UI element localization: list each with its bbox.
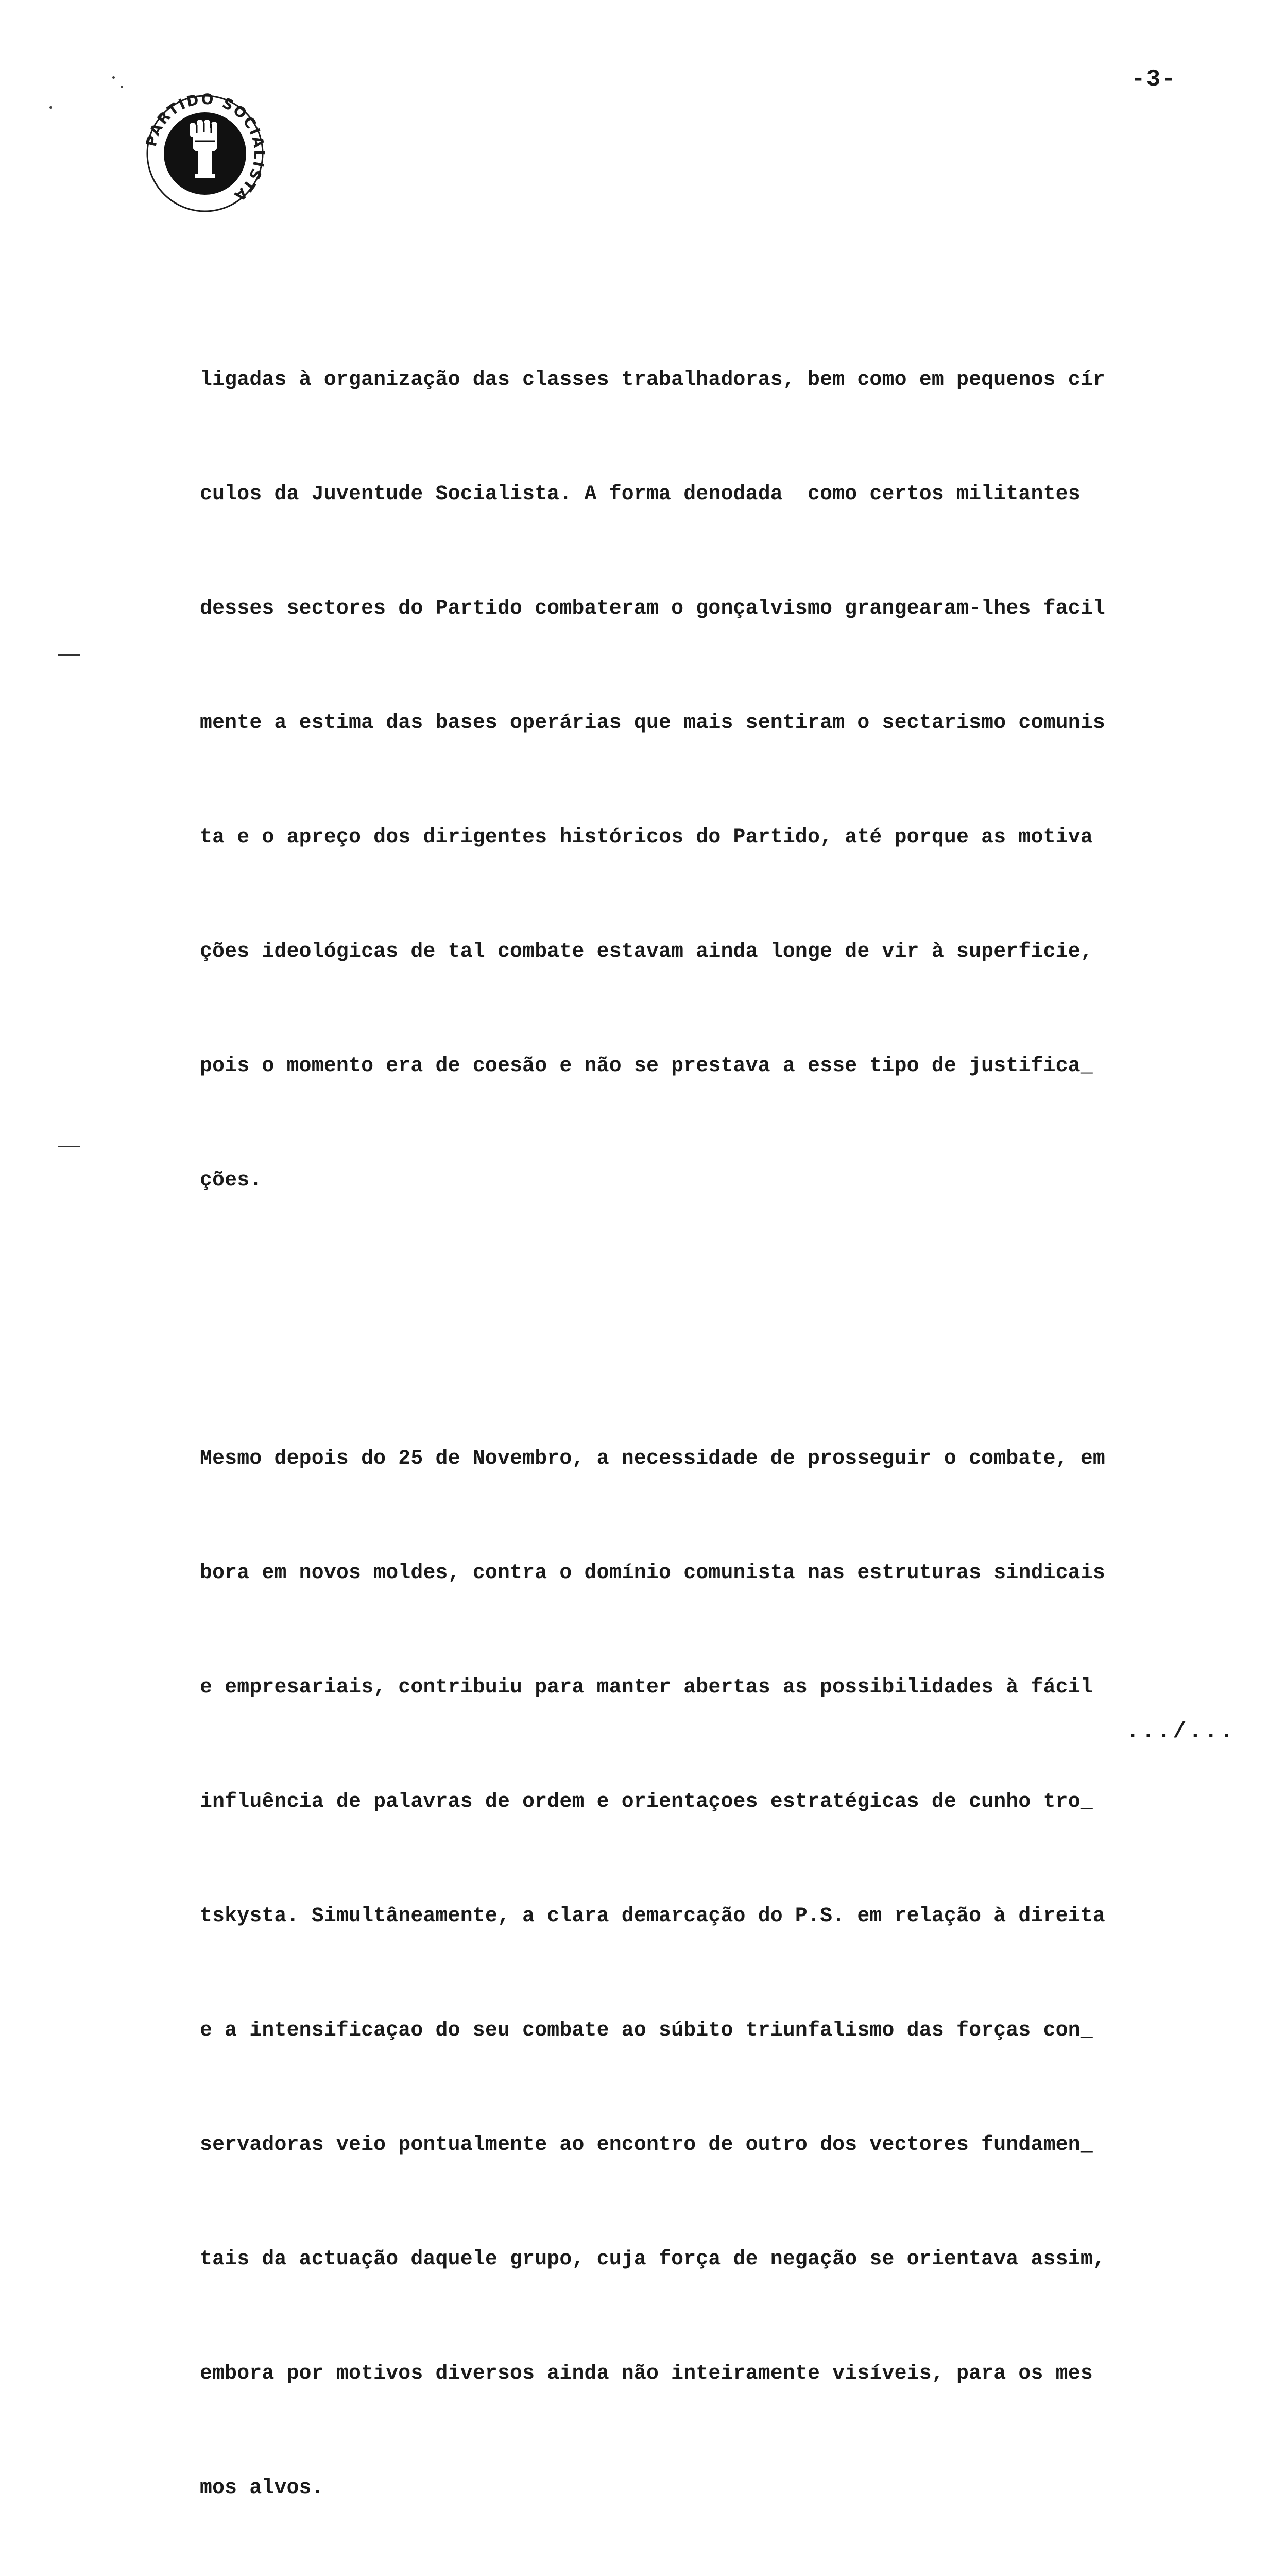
text-line: mente a estima das bases operárias que mais sentiram o sectarismo comunis <box>200 711 1105 734</box>
text-line: mos alvos. <box>200 2476 324 2499</box>
scan-speck <box>112 76 115 79</box>
document-body <box>200 208 1225 2576</box>
text-line: e empresariais, contribuiu para manter abertas as possibilidades à fácil <box>200 1675 1093 1699</box>
text-line: desses sectores do Partido combateram o gonçalvismo grangearam-lhes facil <box>200 597 1105 620</box>
text-line: ções. <box>200 1168 262 1192</box>
continuation-mark: .../... <box>1126 1719 1236 1744</box>
margin-mark <box>58 1146 80 1147</box>
text-line: culos da Juventude Socialista. A forma denodada como certos militantes <box>200 482 1081 505</box>
text-line: servadoras veio pontualmente ao encontro de outro dos vectores fundamen_ <box>200 2133 1093 2156</box>
text-line: embora por motivos diversos ainda não inteiramente visíveis, para os mes <box>200 2362 1093 2385</box>
margin-mark <box>58 654 80 656</box>
paragraph <box>200 284 1225 1276</box>
text-line: tskysta. Simultâneamente, a clara demarcação do P.S. em relação à direita <box>200 1904 1105 1927</box>
party-logo <box>143 92 267 215</box>
text-line: ligadas à organização das classes trabalhadoras, bem como em pequenos cír <box>200 368 1105 391</box>
scan-speck <box>121 86 123 88</box>
text-line: Mesmo depois do 25 de Novembro, a necessidade de prosseguir o combate, em <box>200 1447 1105 1470</box>
text-line: influência de palavras de ordem e orientaçoes estratégicas de cunho tro_ <box>200 1790 1093 1813</box>
text-line: bora em novos moldes, contra o domínio comunista nas estruturas sindicais <box>200 1561 1105 1584</box>
text-line: ções ideológicas de tal combate estavam ainda longe de vir à superficie, <box>200 940 1093 963</box>
text-line: pois o momento era de coesão e não se prestava a esse tipo de justifica_ <box>200 1054 1093 1077</box>
scan-speck <box>49 106 52 109</box>
text-line: e a intensificaçao do seu combate ao súbito triunfalismo das forças con_ <box>200 2019 1093 2042</box>
logo-text: PARTIDO SOCIALISTA <box>143 92 267 206</box>
raised-fist-icon <box>143 92 267 215</box>
text-line: ta e o apreço dos dirigentes históricos do Partido, até porque as motiva <box>200 825 1093 849</box>
paragraph <box>200 1363 1225 2576</box>
text-line: tais da actuação daquele grupo, cuja força de negação se orientava assim, <box>200 2247 1105 2270</box>
page-number: -3- <box>1131 66 1177 93</box>
